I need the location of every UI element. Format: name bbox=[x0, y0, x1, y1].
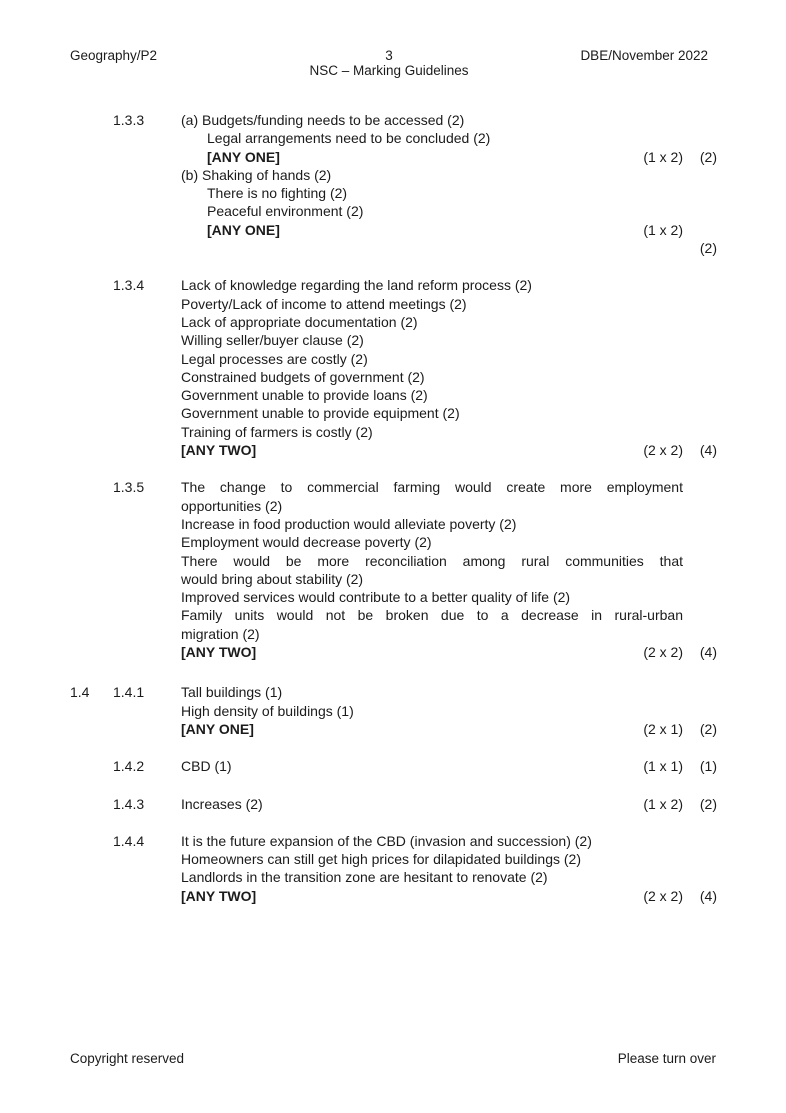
answer-line bbox=[181, 625, 717, 643]
answer-lines bbox=[181, 757, 717, 775]
answer-text: Employment would decrease poverty (2) bbox=[181, 534, 432, 551]
answer-line bbox=[181, 832, 717, 850]
answer-line bbox=[181, 515, 717, 533]
answer-line bbox=[181, 588, 717, 606]
sub-question-number: 1.3.5 bbox=[113, 479, 145, 496]
answer-text: Improved services would contribute to a better quality of life (2) bbox=[181, 589, 571, 606]
answer-line bbox=[181, 184, 717, 202]
question-number: 1.4 bbox=[70, 684, 90, 701]
answer-line bbox=[181, 166, 717, 184]
mark-total: (1) bbox=[699, 758, 717, 775]
header-subject: Geography/P2 bbox=[70, 48, 158, 63]
mark-total: (4) bbox=[699, 887, 717, 904]
answer-rule-label: [ANY ONE] bbox=[181, 720, 254, 737]
answer-line bbox=[181, 350, 717, 368]
answer-text: Legal arrangements need to be concluded (2) bbox=[207, 130, 491, 147]
header-subtitle: NSC – Marking Guidelines bbox=[309, 63, 469, 78]
page-footer bbox=[70, 1050, 716, 1068]
answer-text: CBD (1) bbox=[181, 758, 232, 775]
answer-rule-label: [ANY TWO] bbox=[181, 644, 257, 661]
answer-line bbox=[181, 368, 717, 386]
question-block bbox=[70, 832, 717, 905]
header-row bbox=[70, 48, 708, 63]
answer-line bbox=[181, 552, 717, 570]
answer-text: Legal processes are costly (2) bbox=[181, 350, 368, 367]
answer-text: Government unable to provide loans (2) bbox=[181, 387, 428, 404]
answer-line bbox=[181, 313, 717, 331]
answer-line bbox=[181, 757, 717, 775]
answer-line bbox=[181, 683, 717, 701]
answer-line bbox=[181, 720, 717, 738]
answer-lines bbox=[181, 795, 717, 813]
answer-text: Willing seller/buyer clause (2) bbox=[181, 332, 364, 349]
answer-line bbox=[181, 386, 717, 404]
sub-question-number: 1.4.1 bbox=[113, 684, 145, 701]
mark-total: (2) bbox=[699, 148, 717, 165]
answer-text: Lack of appropriate documentation (2) bbox=[181, 313, 418, 330]
answer-text: Government unable to provide equipment (2) bbox=[181, 405, 460, 422]
footer-turn-over: Please turn over bbox=[617, 1051, 716, 1066]
answer-rule-label: [ANY TWO] bbox=[181, 442, 257, 459]
page-header bbox=[70, 48, 708, 78]
answer-text: migration (2) bbox=[181, 625, 260, 642]
answer-text: (a) Budgets/funding needs to be accessed (2) bbox=[181, 112, 465, 128]
answer-text: Tall buildings (1) bbox=[181, 684, 283, 701]
mark-total: (4) bbox=[699, 442, 717, 459]
answer-line bbox=[181, 148, 717, 166]
answer-lines bbox=[181, 478, 717, 661]
answer-text: opportunities (2) bbox=[181, 497, 283, 514]
answer-rule-label: [ANY TWO] bbox=[181, 887, 257, 904]
answer-line bbox=[181, 606, 717, 624]
answer-lines bbox=[181, 683, 717, 738]
page-number: 3 bbox=[385, 48, 393, 63]
answer-text: High density of buildings (1) bbox=[181, 702, 354, 719]
answer-line bbox=[181, 129, 717, 147]
answer-line bbox=[181, 111, 717, 129]
sub-question-number: 1.4.3 bbox=[113, 795, 145, 812]
answer-line bbox=[181, 795, 717, 813]
question-block bbox=[70, 111, 717, 257]
mark-calculation: (1 x 2) bbox=[643, 795, 683, 812]
answer-text: Homeowners can still get high prices for dilapidated buildings (2) bbox=[181, 851, 581, 868]
answer-text: Lack of knowledge regarding the land reform process (2) bbox=[181, 277, 532, 294]
sub-question-number: 1.4.2 bbox=[113, 758, 145, 775]
answer-text: would bring about stability (2) bbox=[181, 570, 364, 587]
answer-line bbox=[181, 868, 717, 886]
question-block bbox=[70, 795, 717, 813]
answer-rule-label: [ANY ONE] bbox=[207, 148, 280, 165]
question-blocks bbox=[70, 111, 717, 924]
answer-line bbox=[181, 570, 717, 588]
sub-question-number: 1.3.3 bbox=[113, 112, 145, 128]
answer-lines bbox=[181, 111, 717, 257]
answer-line bbox=[181, 643, 717, 661]
mark-calculation: (2 x 1) bbox=[643, 720, 683, 737]
answer-text: There would be more reconciliation among rural communities that bbox=[181, 552, 683, 569]
answer-rule-label: [ANY ONE] bbox=[207, 221, 280, 238]
mark-calculation: (1 x 2) bbox=[643, 221, 683, 238]
answer-line bbox=[181, 497, 717, 515]
answer-line bbox=[181, 276, 717, 294]
mark-total: (2) bbox=[699, 795, 717, 812]
answer-line bbox=[181, 423, 717, 441]
mark-total: (2) bbox=[699, 720, 717, 737]
sub-question-number: 1.4.4 bbox=[113, 832, 145, 849]
answer-line bbox=[181, 533, 717, 551]
answer-line bbox=[181, 202, 717, 220]
answer-line bbox=[181, 239, 717, 257]
question-block bbox=[70, 757, 717, 775]
answer-text: There is no fighting (2) bbox=[207, 185, 348, 202]
answer-text: Constrained budgets of government (2) bbox=[181, 368, 425, 385]
answer-text: Poverty/Lack of income to attend meetings (2) bbox=[181, 295, 467, 312]
footer-copyright: Copyright reserved bbox=[70, 1051, 185, 1066]
mark-total: (4) bbox=[699, 644, 717, 661]
answer-line bbox=[181, 850, 717, 868]
answer-line bbox=[181, 404, 717, 422]
answer-lines bbox=[181, 832, 717, 905]
answer-text: The change to commercial farming would create more employment bbox=[181, 479, 683, 496]
answer-text: Training of farmers is costly (2) bbox=[181, 423, 373, 440]
question-block bbox=[70, 683, 717, 738]
mark-calculation: (2 x 2) bbox=[643, 887, 683, 904]
answer-text: Increases (2) bbox=[181, 795, 263, 812]
question-block bbox=[70, 276, 717, 459]
answer-lines bbox=[181, 276, 717, 459]
mark-calculation: (1 x 1) bbox=[643, 758, 683, 775]
answer-text: It is the future expansion of the CBD (invasion and succession) (2) bbox=[181, 832, 592, 849]
answer-line bbox=[181, 295, 717, 313]
answer-text: Increase in food production would alleviate poverty (2) bbox=[181, 515, 517, 532]
answer-text: (b) Shaking of hands (2) bbox=[181, 166, 332, 183]
answer-text: Family units would not be broken due to a decrease in rural-urban bbox=[181, 607, 683, 624]
answer-line bbox=[181, 478, 717, 496]
answer-line bbox=[181, 441, 717, 459]
answer-text: Peaceful environment (2) bbox=[207, 203, 364, 220]
answer-line bbox=[181, 887, 717, 905]
sub-question-number: 1.3.4 bbox=[113, 277, 145, 294]
mark-calculation: (1 x 2) bbox=[643, 148, 683, 165]
mark-calculation: (2 x 2) bbox=[643, 442, 683, 459]
mark-total: (2) bbox=[699, 240, 717, 257]
mark-calculation: (2 x 2) bbox=[643, 644, 683, 661]
answer-line bbox=[181, 331, 717, 349]
answer-line bbox=[181, 702, 717, 720]
answer-line bbox=[181, 221, 717, 239]
header-exam-session: DBE/November 2022 bbox=[580, 48, 709, 63]
answer-text: Landlords in the transition zone are hesitant to renovate (2) bbox=[181, 869, 548, 886]
question-block bbox=[70, 478, 717, 661]
